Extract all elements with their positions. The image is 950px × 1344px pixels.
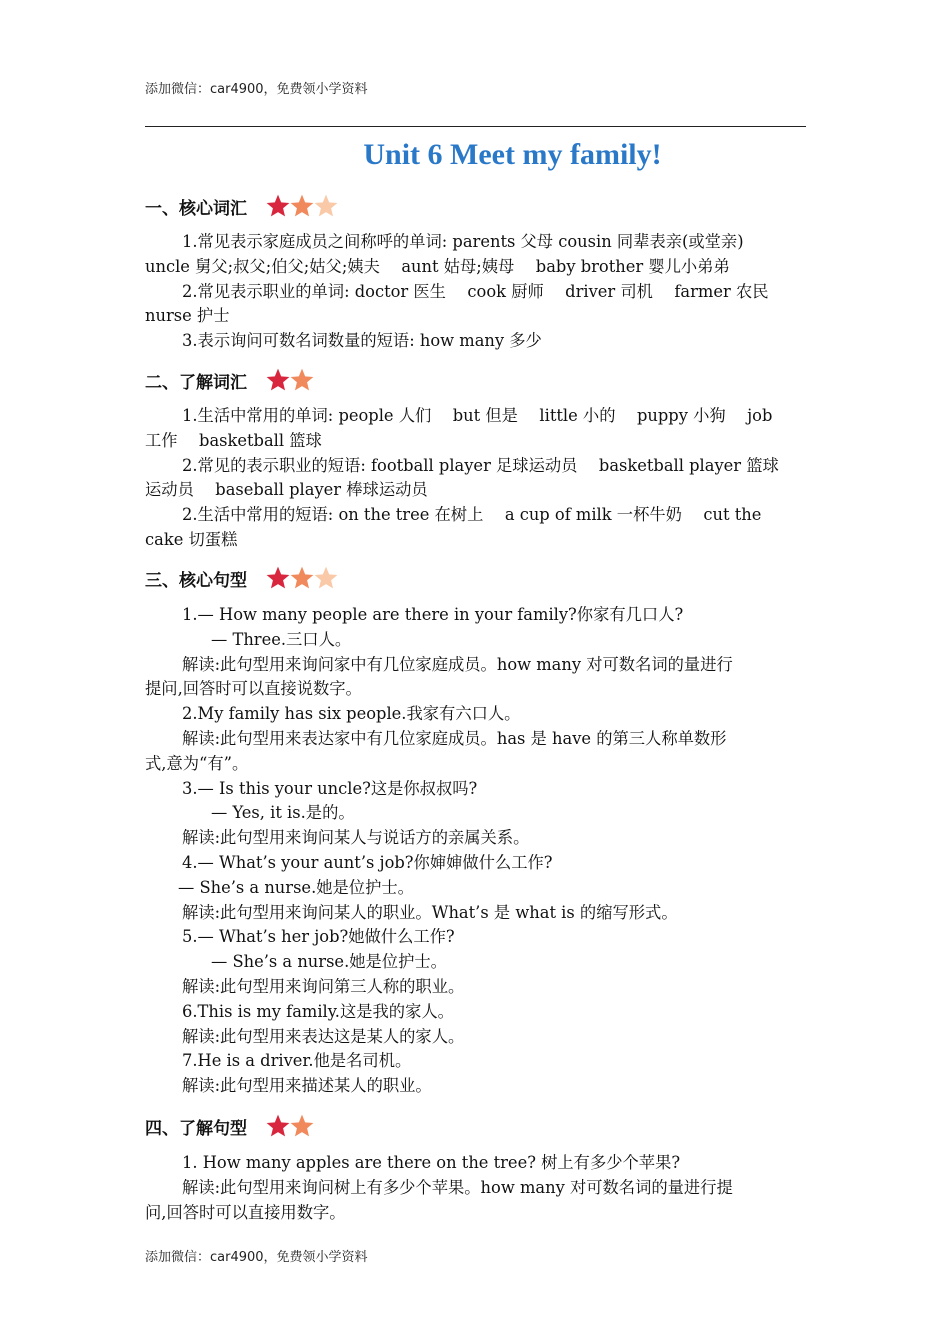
text-line: 解读:此句型用来描述某人的职业。 bbox=[182, 1076, 432, 1096]
text-line: 2.My family has six people.我家有六口人。 bbox=[182, 704, 521, 724]
text-line: — She’s a nurse.她是位护士。 bbox=[178, 877, 414, 897]
text-line: cake 切蛋糕 bbox=[145, 529, 238, 549]
difficulty-stars bbox=[265, 565, 337, 591]
text-line: uncle 舅父;叔父;伯父;姑父;姨夫 aunt 姑母;姨母 baby brother 婴儿小弟弟 bbox=[145, 256, 730, 276]
section-title: 四、了解句型 bbox=[145, 1118, 247, 1139]
section-body bbox=[145, 404, 807, 553]
text-line: — Yes, it is.是的。 bbox=[211, 803, 355, 823]
page-title: Unit 6 Meet my family! bbox=[363, 138, 662, 171]
star-icon bbox=[289, 565, 315, 591]
section-extra-sentences bbox=[145, 1112, 313, 1140]
text-line: 解读:此句型用来表达家中有几位家庭成员。has 是 have 的第三人称单数形 bbox=[182, 728, 727, 748]
star-icon bbox=[265, 565, 291, 591]
text-line: 6.This is my family.这是我的家人。 bbox=[182, 1001, 454, 1021]
star-icon bbox=[289, 1113, 315, 1139]
text-line: 2.常见表示职业的单词: doctor 医生 cook 厨师 driver 司机 farmer 农民 bbox=[182, 281, 769, 301]
section-body bbox=[145, 1151, 807, 1225]
text-line: 解读:此句型用来表达这是某人的家人。 bbox=[182, 1026, 465, 1046]
text-line: 2.生活中常用的短语: on the tree 在树上 a cup of milk 一杯牛奶 cut the bbox=[182, 505, 762, 525]
section-body bbox=[145, 230, 807, 354]
text-line: 解读:此句型用来询问某人与说话方的亲属关系。 bbox=[182, 828, 530, 848]
text-line: 式,意为“有”。 bbox=[145, 753, 249, 773]
text-line: 解读:此句型用来询问第三人称的职业。 bbox=[182, 976, 465, 996]
text-line: 工作 basketball 篮球 bbox=[145, 430, 322, 450]
text-line: 解读:此句型用来询问家中有几位家庭成员。how many 对可数名词的量进行 bbox=[182, 654, 733, 674]
star-icon bbox=[265, 1113, 291, 1139]
difficulty-stars bbox=[265, 1113, 313, 1139]
difficulty-stars bbox=[265, 367, 313, 393]
section-core-sentences bbox=[145, 564, 337, 592]
text-line: 1.常见表示家庭成员之间称呼的单词: parents 父母 cousin 同辈表亲(或堂亲) bbox=[182, 232, 744, 251]
text-line: 运动员 baseball player 棒球运动员 bbox=[145, 480, 428, 500]
star-icon bbox=[289, 193, 315, 219]
star-icon bbox=[265, 193, 291, 219]
section-title: 二、了解词汇 bbox=[145, 372, 247, 393]
star-icon bbox=[265, 367, 291, 393]
text-line: 4.— What’s your aunt’s job?你婶婶做什么工作? bbox=[182, 852, 553, 872]
text-line: nurse 护士 bbox=[145, 306, 230, 326]
page-header: 添加微信：car4900，免费领小学资料 bbox=[145, 82, 368, 97]
text-line: 3.表示询问可数名词数量的短语: how many 多少 bbox=[182, 331, 542, 351]
page-footer: 添加微信：car4900，免费领小学资料 bbox=[145, 1250, 368, 1265]
text-line: 5.— What’s her job?她做什么工作? bbox=[182, 927, 455, 947]
text-line: 解读:此句型用来询问某人的职业。What’s 是 what is 的缩写形式。 bbox=[182, 902, 678, 922]
text-line: 解读:此句型用来询问树上有多少个苹果。how many 对可数名词的量进行提 bbox=[182, 1177, 733, 1197]
text-line: 1.— How many people are there in your family?你家有几口人? bbox=[182, 605, 684, 624]
star-icon bbox=[289, 367, 315, 393]
star-faint-icon bbox=[313, 565, 339, 591]
section-core-vocabulary bbox=[145, 192, 337, 220]
section-title: 一、核心词汇 bbox=[145, 198, 247, 219]
text-line: 1.生活中常用的单词: people 人们 but 但是 little 小的 puppy 小狗 job bbox=[182, 406, 773, 425]
section-title: 三、核心句型 bbox=[145, 570, 247, 591]
text-line: 问,回答时可以直接用数字。 bbox=[145, 1202, 346, 1222]
text-line: 2.常见的表示职业的短语: football player 足球运动员 basketball player 篮球 bbox=[182, 455, 779, 475]
text-line: — Three.三口人。 bbox=[211, 629, 352, 649]
text-line: 3.— Is this your uncle?这是你叔叔吗? bbox=[182, 778, 478, 798]
text-line: — She’s a nurse.她是位护士。 bbox=[211, 952, 447, 972]
difficulty-stars bbox=[265, 193, 337, 219]
text-line: 7.He is a driver.他是名司机。 bbox=[182, 1051, 412, 1071]
text-line: 提问,回答时可以直接说数字。 bbox=[145, 679, 362, 699]
section-body bbox=[145, 603, 807, 1099]
text-line: 1. How many apples are there on the tree? 树上有多少个苹果? bbox=[182, 1153, 681, 1172]
header-rule bbox=[145, 126, 806, 127]
star-faint-icon bbox=[313, 193, 339, 219]
section-extra-vocabulary bbox=[145, 366, 313, 394]
